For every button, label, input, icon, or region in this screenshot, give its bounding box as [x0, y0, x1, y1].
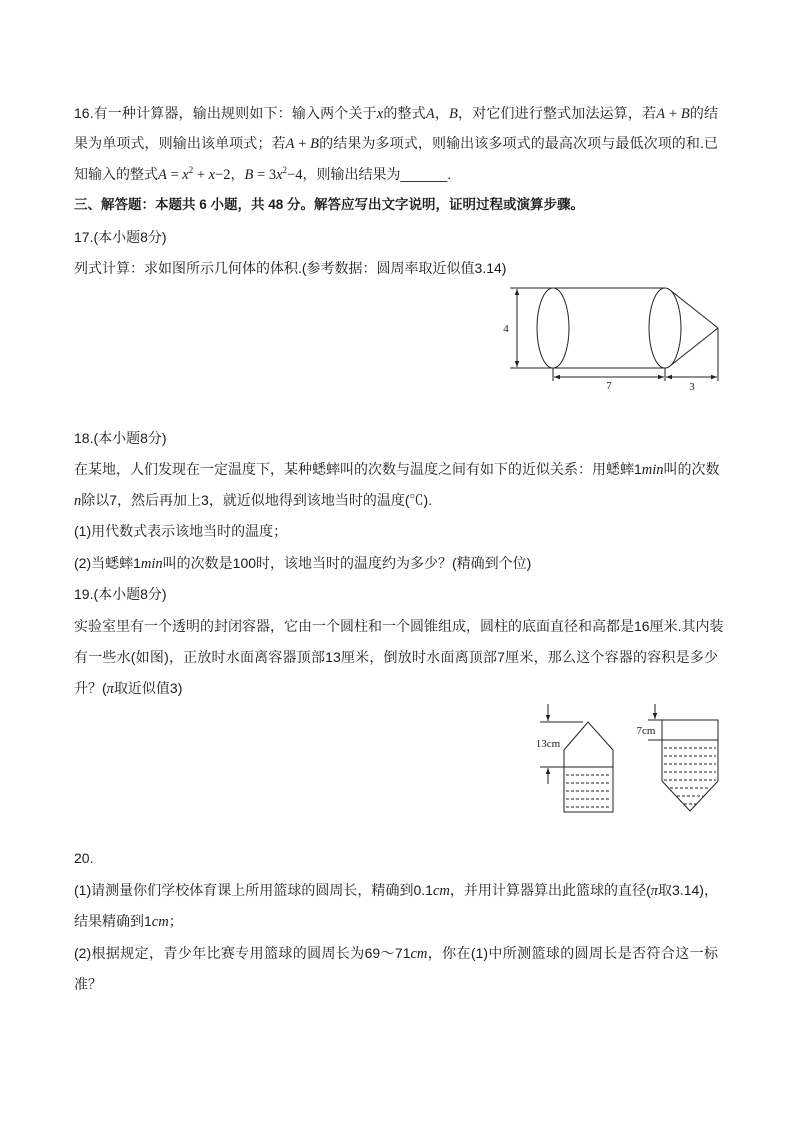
math-variable: A	[656, 106, 666, 122]
question-text: (1)请测量你们学校体育课上所用篮球的圆周长，精确到0.1	[74, 882, 433, 898]
q19-line-2	[74, 647, 718, 667]
math-operator: = 3	[253, 167, 277, 183]
question-text: 取3.14)，	[658, 882, 718, 898]
question-text: 知输入的整式	[74, 166, 158, 182]
question-text: 叫的次数是100时，该地当时的温度约为多少？(精确到个位)	[162, 555, 532, 571]
question-text: .	[447, 166, 452, 182]
question-text: 结果精确到1	[74, 913, 152, 929]
question-text: 有一些水(如图)，正放时水面离容器顶部13厘米，倒放时水面离顶部7厘米，那么这个容器的容积是多少	[74, 649, 718, 665]
math-variable: x	[182, 167, 189, 183]
math-operator: +	[294, 136, 311, 152]
math-unit: min	[140, 556, 163, 572]
question-text: 列式计算：求如图所示几何体的体积.(参考数据：圆周率取近似值3.14)	[74, 260, 507, 276]
superscript: 2	[282, 165, 288, 175]
q20-line-1	[74, 880, 718, 900]
inverted-distance-label: 7cm	[636, 725, 656, 737]
q20-line-4	[74, 974, 102, 994]
math-unit: cm	[410, 946, 428, 962]
question-text: ，你在(1)中所测篮球的圆周长是否符合这一标	[427, 945, 718, 961]
q16-line-1	[74, 103, 718, 123]
q19-line-1	[74, 616, 724, 636]
question-text: ；	[168, 913, 183, 929]
q19-line-3	[74, 678, 182, 698]
cone-upper-edge	[670, 290, 718, 328]
q20-header: 20.	[74, 850, 94, 866]
q18-subquestion-1	[74, 521, 287, 541]
math-variable: A	[285, 136, 295, 152]
q17-line-1	[74, 258, 506, 278]
q16-line-2	[74, 133, 718, 153]
q20-line-3	[74, 943, 718, 963]
q16-line-3	[74, 164, 451, 184]
question-text: 实验室里有一个透明的封闭容器，它由一个圆柱和一个圆锥组成，圆柱的底面直径和高都是16厘米.其内装	[74, 618, 724, 634]
q18-subquestion-2	[74, 553, 531, 573]
math-number: −4	[287, 167, 303, 183]
q18-line-1	[74, 459, 718, 479]
math-variable: n	[74, 493, 82, 509]
question-text: ，对它们进行整式加法运算，若	[457, 105, 657, 121]
question-text: 果为单项式，则输出该单项式；若	[74, 135, 286, 151]
question-text: (1)用代数式表示该地当时的温度；	[74, 523, 288, 539]
question-text: 升？(	[74, 680, 107, 696]
math-variable: B	[449, 106, 458, 122]
question-text: 准？	[74, 976, 102, 992]
question-text: 16.有一种计算器，输出规则如下：输入两个关于	[74, 105, 377, 121]
math-variable: A	[158, 167, 167, 183]
question-text: ，并用计算器算出此篮球的直径(	[449, 882, 651, 898]
math-number: −2	[215, 167, 231, 183]
question-text: 除以7，然后再加上3，就近似地得到该地当时的温度(℃).	[81, 492, 433, 508]
question-text: 的结	[689, 105, 719, 121]
height-label: 4	[503, 323, 509, 335]
question-text: ，	[230, 166, 245, 182]
figure-cylinder-cone	[495, 280, 730, 395]
cylinder-right-base	[649, 288, 681, 368]
question-text: 叫的次数	[663, 461, 720, 477]
math-unit: cm	[432, 883, 450, 899]
math-unit: min	[641, 462, 664, 478]
q18-header: 18.(本小题8分)	[74, 430, 167, 446]
math-operator: +	[665, 106, 681, 122]
question-text: ，则输出结果为	[302, 166, 401, 182]
answer-blank: ______	[400, 166, 448, 182]
q19-header: 19.(本小题8分)	[74, 586, 167, 602]
math-operator: =	[166, 167, 183, 183]
upright-distance-label: 13cm	[535, 738, 561, 750]
question-text: ，	[434, 105, 450, 121]
question-text: (2)根据规定，青少年比赛专用篮球的圆周长为69～71	[74, 945, 411, 961]
cylinder-left-base	[537, 288, 569, 368]
question-text: 的整式	[383, 105, 426, 121]
math-pi: π	[650, 883, 659, 899]
math-variable: B	[244, 167, 254, 183]
math-variable: x	[276, 167, 283, 183]
q20-line-2	[74, 911, 183, 931]
inverted-container-outline	[662, 720, 718, 811]
q17-header: 17.(本小题8分)	[74, 229, 167, 245]
cylinder-length-label: 7	[606, 380, 612, 392]
math-pi: π	[106, 681, 114, 697]
figure-containers	[525, 698, 725, 818]
math-variable: B	[680, 106, 690, 122]
question-text: 的结果为多项式，则输出该多项式的最高次项与最低次项的和.已	[319, 135, 719, 151]
cone-lower-edge	[670, 328, 718, 366]
math-variable: x	[376, 106, 384, 122]
question-text: (2)当蟋蟀1	[74, 555, 141, 571]
math-variable: B	[310, 136, 319, 152]
math-variable: A	[425, 106, 435, 122]
q18-line-2	[74, 490, 432, 510]
superscript: 2	[188, 165, 194, 175]
math-variable: x	[208, 167, 216, 183]
question-text: 取近似值3)	[113, 680, 183, 696]
section-heading: 三、解答题：本题共 6 小题，共 48 分。解答应写出文字说明，证明过程或演算步骤。	[74, 197, 585, 212]
math-operator: +	[193, 167, 209, 183]
cone-length-label: 3	[689, 381, 695, 393]
math-unit: cm	[151, 914, 169, 930]
question-text: 在某地，人们发现在一定温度下，某种蟋蟀叫的次数与温度之间有如下的近似关系：用蟋蟀1	[74, 461, 642, 477]
